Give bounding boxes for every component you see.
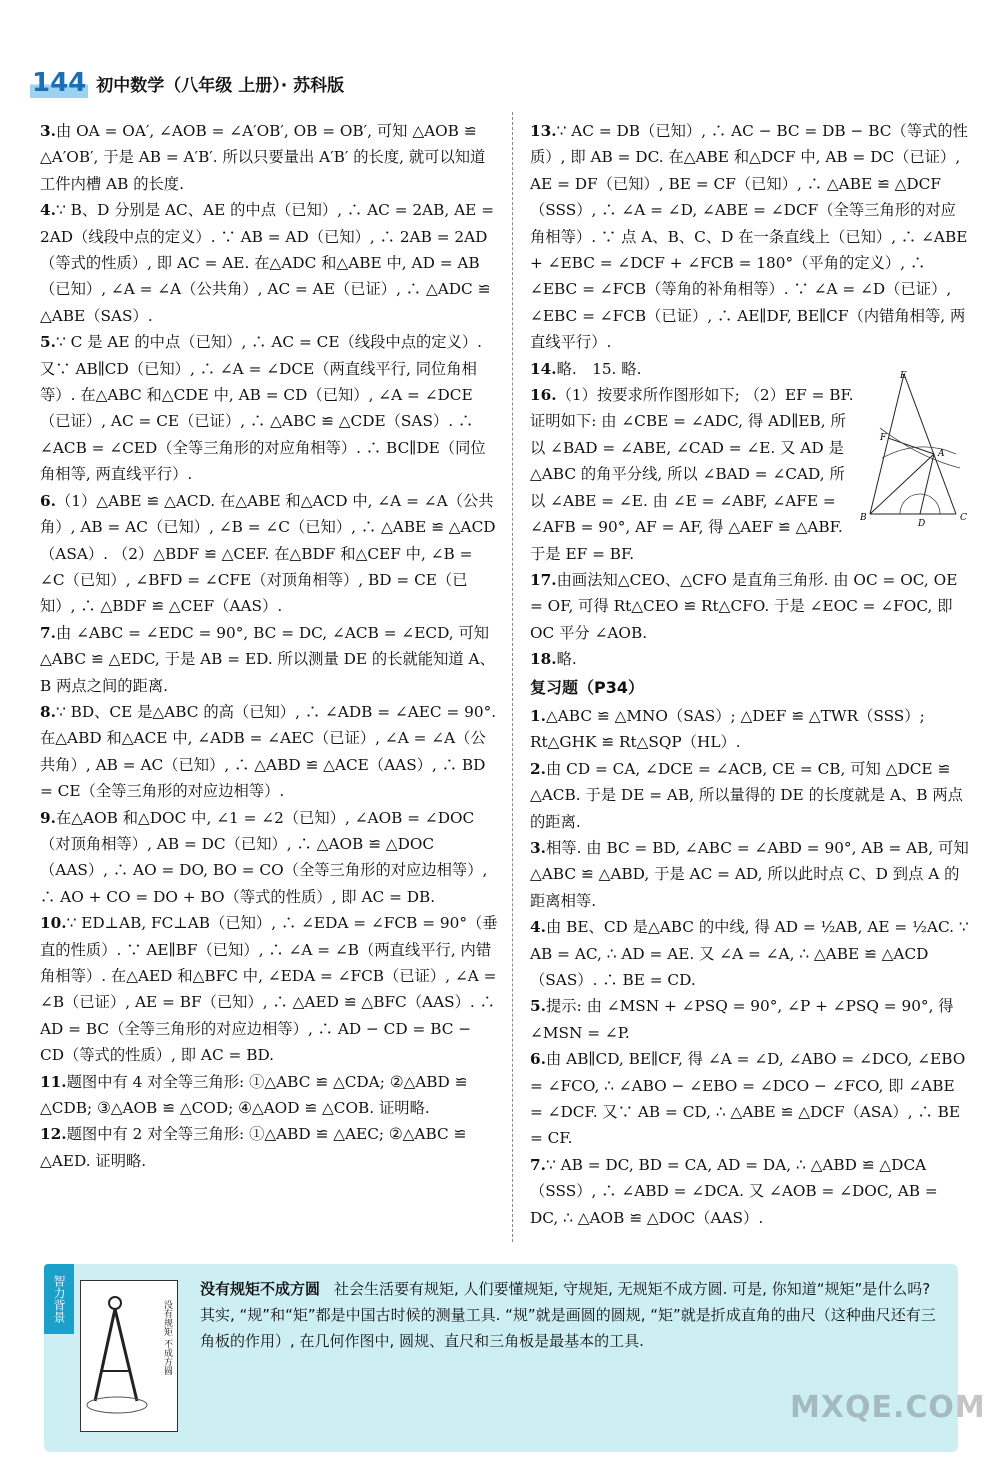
item-number: 18. <box>530 650 557 669</box>
watermark: MXQE.COM <box>790 1390 986 1425</box>
item-text: ∵ AC = DB（已知）, ∴ AC − BC = DB − BC（等式的性质）, 即 AB = DC. 在△ABE 和△DCF 中, AB = DC（已证）, AE = DF（已知）, BE = CF（已知）, ∴ △ABE ≌ △DCF（SSS）, ∴ ∠A = ∠D, ∠ABE = ∠DCF（全等三角形的对应角相等）. ∵ 点 A、B、C、D 在一条直线上（已知）, ∴ ∠ABE + ∠EBC = ∠DCF + ∠FCB = 180°（平角的定义）, ∴ ∠EBC = ∠FCB（等角的补角相等）. ∵ ∠A = ∠D（已证）, ∠EBC = ∠FCB（已证）, ∴ AE∥DF, BE∥CF（内错角相等, 两直线平行）. <box>530 122 968 352</box>
item-text: 由 AB∥CD, BE∥CF, 得 ∠A = ∠D, ∠ABO = ∠DCO, ∠EBO = ∠FCO, ∴ ∠ABO − ∠EBO = ∠DCO − ∠FCO, 即 ∠ABE = ∠DCF. 又∵ AB = CD, ∴ △ABE ≌ △DCF（ASA）, ∴ BE = CF. <box>530 1050 966 1148</box>
item-number: 3. <box>40 122 56 140</box>
item-number: 3. <box>530 838 546 857</box>
box-tab-label: 智力背景 <box>44 1264 74 1334</box>
item-text: ∵ BD、CE 是△ABC 的高（已知）, ∴ ∠ADB = ∠AEC = 90°. 在△ABD 和△ACE 中, ∠ADB = ∠AEC（已证）, ∠A = ∠A（公共角）, AB = AC（已知）, ∴ △ABD ≌ △ACE（AAS）, ∴ BD = CE（全等三角形的对应边相等）. <box>40 702 497 801</box>
item-number: 16. <box>530 386 557 405</box>
item-number: 7. <box>530 1155 546 1174</box>
item-text: 提示: 由 ∠MSN + ∠PSQ = 90°, ∠P + ∠PSQ = 90°, 得 ∠MSN = ∠P. <box>530 997 954 1042</box>
label-C: C <box>960 513 967 523</box>
left-column <box>40 118 498 1174</box>
review-item <box>530 756 970 835</box>
item-text: 略. 15. 略. <box>556 359 642 378</box>
item-text: 由 CD = CA, ∠DCE = ∠ACB, CE = CB, 可知 △DCE ≌ △ACB. 于是 DE = AB, 所以量得的 DE 的长度就是 A、B 两点的距离. <box>530 759 963 831</box>
line-AD <box>920 454 934 514</box>
label-F: F <box>880 433 887 443</box>
answer-item <box>40 699 498 805</box>
item-text: ∵ C 是 AE 的中点（已知）, ∴ AC = CE（线段中点的定义）. 又∵ AB∥CD（已知）, ∴ ∠A = ∠DCE（两直线平行, 同位角相等）. 在△ABC 和△CDE 中, AB = CD（已知）, ∠A = ∠DCE（已证）, AC = CE（已证）, ∴ △ABC ≌ △CDE（SAS）. ∴ ∠ACB = ∠CED（全等三角形的对应角相等）. ∴ BC∥DE（同位角相等, 两直线平行）. <box>40 333 486 484</box>
answer-item <box>530 646 970 672</box>
answer-item <box>40 488 498 620</box>
item-text: 题图中有 2 对全等三角形: ①△ABD ≌ △AEC; ②△ABC ≌ △AED. 证明略. <box>40 1125 467 1170</box>
item-text: ∵ ED⊥AB, FC⊥AB（已知）, ∴ ∠EDA = ∠FCB = 90°（垂直的性质）. ∵ AE∥BF（已知）, ∴ ∠A = ∠B（两直线平行, 内错角相等）. 在△AED 和△BFC 中, ∠EDA = ∠FCB（已证）, ∠A = ∠B（已证）, AE = BF（已知）, ∴ △AED ≌ △BFC（AAS）. ∴ AD = BC（全等三角形的对应边相等）, ∴ AD − CD = BC − CD（等式的性质）, 即 AC = BD. <box>40 914 498 1065</box>
answer-item <box>40 1069 498 1122</box>
answer-item <box>530 567 970 646</box>
item-number: 9. <box>40 808 56 827</box>
pic-caption: 没有规矩 不成方圆 <box>162 1300 172 1375</box>
item-text: ∵ AB = DC, BD = CA, AD = DA, ∴ △ABD ≌ △DCA（SSS）, ∴ ∠ABD = ∠DCA. 又 ∠AOB = ∠DOC, AB = DC, ∴ △AOB ≌ △DOC（AAS）. <box>530 1155 938 1227</box>
item-text: 由 BE、CD 是△ABC 的中线, 得 AD = ½AB, AE = ½AC. ∵ AB = AC, ∴ AD = AE. 又 ∠A = ∠A, ∴ △ABE ≌ △ACD（SAS）. ∴ BE = CD. <box>530 918 969 989</box>
item-number: 6. <box>530 1050 546 1069</box>
item-number: 17. <box>530 570 557 589</box>
answer-item <box>40 620 498 699</box>
answer-item <box>40 197 498 329</box>
review-item <box>530 1152 970 1231</box>
review-item <box>530 993 970 1046</box>
item-number: 4. <box>40 201 56 220</box>
right-column <box>530 118 970 1231</box>
arc-3 <box>900 494 940 514</box>
review-heading: 复习题（P34） <box>530 677 644 697</box>
answer-item <box>40 118 498 197</box>
item-number: 14. <box>530 359 557 378</box>
label-A: A <box>938 449 945 459</box>
item-text: 由 ∠ABC = ∠EDC = 90°, BC = DC, ∠ACB = ∠ECD, 可知 △ABC ≌ △EDC, 于是 AB = ED. 所以测量 DE 的长就能知道 A、B 两点之间的距离. <box>40 623 495 695</box>
answer-item <box>40 1121 498 1174</box>
construction-figure-16 <box>860 368 972 528</box>
item-text: △ABC ≌ △MNO（SAS）; △DEF ≌ △TWR（SSS）; Rt△GHK ≌ Rt△SQP（HL）. <box>530 706 925 752</box>
item-text: （1）△ABE ≌ △ACD. 在△ABE 和△ACD 中, ∠A = ∠A（公共角）, AB = AC（已知）, ∠B = ∠C（已知）, ∴ △ABE ≌ △ACD（ASA）. （2）△BDF ≌ △CEF. 在△BDF 和△CEF 中, ∠B = ∠C（已知）, ∠BFD = ∠CFE（对顶角相等）, BD = CE（已知）, ∴ △BDF ≌ △CEF（AAS）. <box>40 491 496 616</box>
review-item <box>530 703 970 756</box>
label-B: B <box>860 513 867 523</box>
item-number: 12. <box>40 1125 67 1144</box>
item-text: ∵ B、D 分别是 AC、AE 的中点（已知）, ∴ AC = 2AB, AE = 2AD（线段中点的定义）. ∵ AB = AD（已知）, ∴ 2AB = 2AD（等式的性质）, 即 AC = AE. 在△ADC 和△ABE 中, AD = AB（已知）, ∠A = ∠A（公共角）, AC = AE（已证）, ∴ △ADC ≌ △ABE（SAS）. <box>40 201 495 325</box>
item-text: 题图中有 4 对全等三角形: ①△ABC ≌ △CDA; ②△ABD ≌ △CDB; ③△AOB ≌ △COD; ④△AOD ≌ △COB. 证明略. <box>40 1072 468 1118</box>
answer-item-16 <box>530 382 860 567</box>
answer-item <box>40 910 498 1068</box>
item-number: 10. <box>40 914 67 933</box>
item-number: 11. <box>40 1072 67 1091</box>
item-number: 4. <box>530 918 546 937</box>
item-text: 由画法知△CEO、△CFO 是直角三角形. 由 OC = OC, OE = OF, 可得 Rt△CEO ≌ Rt△CFO. 于是 ∠EOC = ∠FOC, 即 OC 平分 ∠AOB. <box>530 570 958 642</box>
box-content <box>200 1276 940 1354</box>
item-number: 7. <box>40 623 56 642</box>
line-EB <box>870 374 904 514</box>
page-number: 144 <box>32 68 87 98</box>
item-number: 1. <box>530 706 546 725</box>
line-FA <box>888 438 934 454</box>
answer-item <box>530 118 970 356</box>
line-EC <box>904 374 956 514</box>
item-text: 由 OA = OA′, ∠AOB = ∠A′OB′, OB = OB′, 可知 △AOB ≌ △A′OB′, 于是 AB = A′B′. 所以只要量出 A′B′ 的长度, 就可以知道工件内槽 AB 的长度. <box>40 122 486 193</box>
page-header <box>30 66 344 100</box>
item-number: 13. <box>530 122 557 140</box>
review-item <box>530 914 970 993</box>
arc-1 <box>880 428 960 468</box>
label-D: D <box>918 519 926 528</box>
box-title: 没有规矩不成方圆 <box>200 1280 321 1298</box>
item-number: 2. <box>530 759 546 778</box>
item-number: 6. <box>40 491 56 510</box>
item-number: 5. <box>530 997 546 1016</box>
answer-item <box>40 805 498 911</box>
item-number: 5. <box>40 333 56 352</box>
column-divider <box>512 112 513 1242</box>
review-item <box>530 1046 970 1152</box>
review-item <box>530 835 970 914</box>
item-text: 略. <box>556 650 577 669</box>
box-text: 社会生活要有规矩, 人们要懂规矩, 守规矩, 无规矩不成方圆. 可是, 你知道“规矩”是什么吗? 其实, “规”和“矩”都是中国古时候的测量工具. “规”就是画圆的圆规, “矩”就是折成直角的曲尺（这种曲尺还有三角板的作用）, 在几何作图中, 圆规、直尺和三角板是最基本的工具. <box>200 1280 936 1350</box>
item-text: 相等. 由 BC = BD, ∠ABC = ∠ABD = 90°, AB = AB, 可知 △ABC ≌ △ABD, 于是 AC = AD, 所以此时点 C、D 到点 A 的距离相等. <box>530 838 969 910</box>
answer-item <box>40 329 498 487</box>
label-E: E <box>900 371 907 381</box>
item-number: 8. <box>40 702 56 721</box>
item-text: （1）按要求所作图形如下; （2）EF = BF. 证明如下: 由 ∠CBE = ∠ADC, 得 AD∥EB, 所以 ∠BAD = ∠ABE, ∠CAD = ∠E. 又 AD 是△ABC 的角平分线, 所以 ∠BAD = ∠CAD, 所以 ∠ABE = ∠E. 由 ∠E = ∠ABF, ∠AFE = ∠AFB = 90°, AF = AF, 得 △AEF ≌ △ABF. 于是 EF = BF. <box>530 386 854 563</box>
book-title: 初中数学（八年级 上册）· 苏科版 <box>96 75 345 96</box>
item-text: 在△AOB 和△DOC 中, ∠1 = ∠2（已知）, ∠AOB = ∠DOC（对顶角相等）, AB = DC（已知）, ∴ △AOB ≌ △DOC（AAS）, ∴ AO = DO, BO = CO（全等三角形的对应边相等）, ∴ AO + CO = DO + BO（等式的性质）, 即 AC = DB. <box>40 808 488 906</box>
